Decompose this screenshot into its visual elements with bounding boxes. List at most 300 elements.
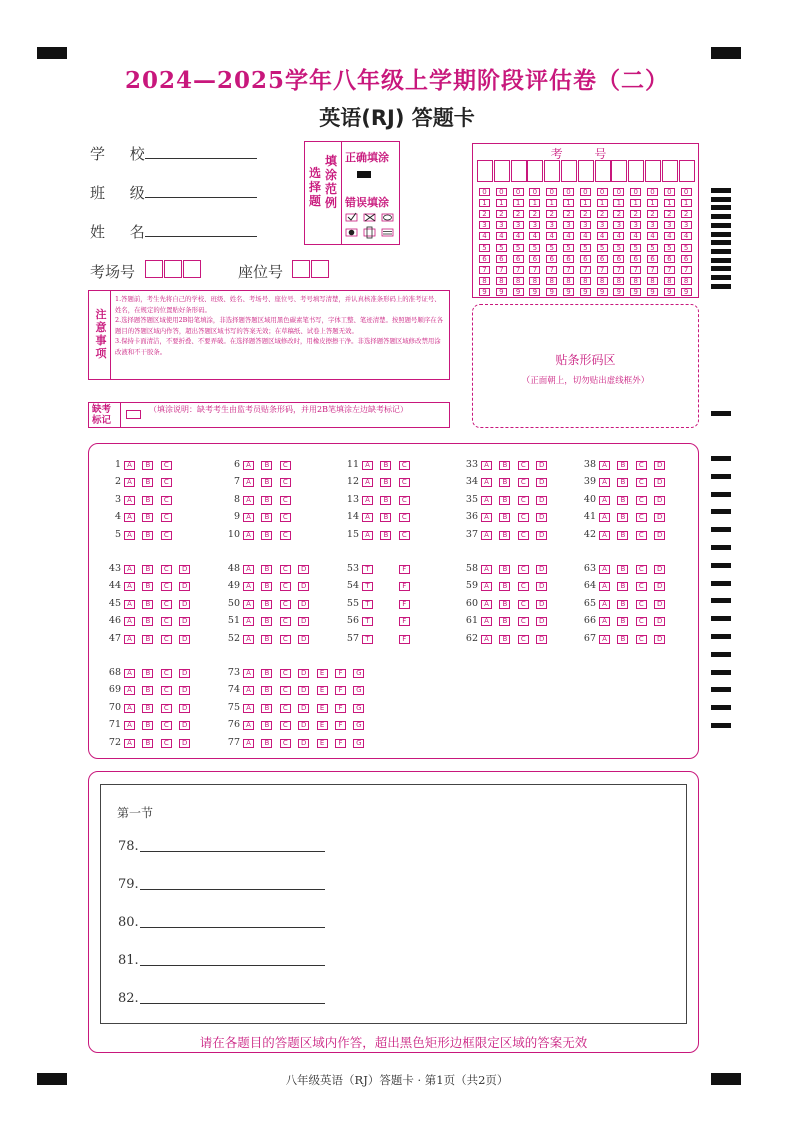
option-bubble[interactable]: D xyxy=(536,600,547,609)
option-bubble[interactable]: B xyxy=(142,496,153,505)
option-bubble[interactable]: A xyxy=(124,513,135,522)
exam-id-write-box[interactable] xyxy=(511,160,527,182)
option-bubble[interactable]: B xyxy=(261,686,272,695)
option-bubble[interactable]: D xyxy=(654,461,665,470)
exam-id-digit-bubble[interactable]: 1 xyxy=(664,199,675,207)
option-bubble[interactable]: B xyxy=(499,461,510,470)
option-bubble[interactable]: B xyxy=(261,565,272,574)
exam-id-digit-bubble[interactable]: 4 xyxy=(613,232,624,240)
exam-id-digit-bubble[interactable]: 3 xyxy=(630,221,641,229)
option-bubble[interactable]: C xyxy=(518,582,529,591)
exam-id-digit-bubble[interactable]: 0 xyxy=(597,188,608,196)
option-bubble[interactable]: C xyxy=(161,617,172,626)
option-bubble[interactable]: C xyxy=(518,600,529,609)
option-bubble[interactable]: A xyxy=(243,600,254,609)
exam-id-digit-bubble[interactable]: 2 xyxy=(513,210,524,218)
option-bubble[interactable]: E xyxy=(317,739,328,748)
option-bubble[interactable]: D xyxy=(298,600,309,609)
exam-id-digit-bubble[interactable]: 8 xyxy=(630,277,641,285)
option-bubble[interactable]: C xyxy=(161,635,172,644)
exam-id-digit-bubble[interactable]: 3 xyxy=(580,221,591,229)
option-bubble[interactable]: C xyxy=(518,513,529,522)
exam-id-digit-bubble[interactable]: 3 xyxy=(479,221,490,229)
exam-id-digit-bubble[interactable]: 2 xyxy=(630,210,641,218)
option-bubble[interactable]: C xyxy=(161,531,172,540)
exam-id-digit-bubble[interactable]: 5 xyxy=(664,244,675,252)
exam-id-digit-bubble[interactable]: 1 xyxy=(681,199,692,207)
option-bubble[interactable]: B xyxy=(261,617,272,626)
option-bubble[interactable]: A xyxy=(243,739,254,748)
option-bubble[interactable]: A xyxy=(243,582,254,591)
exam-id-digit-bubble[interactable]: 9 xyxy=(681,288,692,296)
answer-82-line[interactable] xyxy=(140,1003,325,1004)
exam-id-digit-bubble[interactable]: 6 xyxy=(513,255,524,263)
option-bubble[interactable]: T xyxy=(362,617,373,626)
option-bubble[interactable]: F xyxy=(335,686,346,695)
option-bubble[interactable]: B xyxy=(499,496,510,505)
option-bubble[interactable]: B xyxy=(142,531,153,540)
option-bubble[interactable]: B xyxy=(142,600,153,609)
option-bubble[interactable]: B xyxy=(499,478,510,487)
exam-id-digit-bubble[interactable]: 8 xyxy=(580,277,591,285)
option-bubble[interactable]: B xyxy=(617,635,628,644)
exam-id-digit-bubble[interactable]: 0 xyxy=(496,188,507,196)
option-bubble[interactable]: A xyxy=(243,669,254,678)
option-bubble[interactable]: C xyxy=(399,461,410,470)
exam-id-write-box[interactable] xyxy=(494,160,510,182)
option-bubble[interactable]: A xyxy=(362,496,373,505)
exam-id-digit-bubble[interactable]: 7 xyxy=(681,266,692,274)
option-bubble[interactable]: C xyxy=(280,635,291,644)
exam-id-write-box[interactable] xyxy=(679,160,695,182)
option-bubble[interactable]: D xyxy=(654,478,665,487)
option-bubble[interactable]: D xyxy=(536,478,547,487)
exam-id-digit-bubble[interactable]: 2 xyxy=(613,210,624,218)
option-bubble[interactable]: C xyxy=(161,565,172,574)
option-bubble[interactable]: D xyxy=(654,617,665,626)
option-bubble[interactable]: B xyxy=(142,721,153,730)
option-bubble[interactable]: C xyxy=(280,617,291,626)
option-bubble[interactable]: D xyxy=(536,635,547,644)
option-bubble[interactable]: C xyxy=(636,496,647,505)
option-bubble[interactable]: A xyxy=(243,461,254,470)
option-bubble[interactable]: A xyxy=(481,513,492,522)
option-bubble[interactable]: B xyxy=(380,461,391,470)
option-bubble[interactable]: B xyxy=(617,478,628,487)
option-bubble[interactable]: A xyxy=(124,704,135,713)
option-bubble[interactable]: B xyxy=(261,739,272,748)
exam-id-digit-bubble[interactable]: 3 xyxy=(529,221,540,229)
option-bubble[interactable]: A xyxy=(243,617,254,626)
option-bubble[interactable]: C xyxy=(280,582,291,591)
option-bubble[interactable]: C xyxy=(280,496,291,505)
option-bubble[interactable]: A xyxy=(243,635,254,644)
option-bubble[interactable]: A xyxy=(481,600,492,609)
exam-id-digit-bubble[interactable]: 1 xyxy=(513,199,524,207)
option-bubble[interactable]: C xyxy=(636,582,647,591)
exam-id-digit-bubble[interactable]: 5 xyxy=(563,244,574,252)
option-bubble[interactable]: D xyxy=(536,565,547,574)
option-bubble[interactable]: F xyxy=(399,617,410,626)
option-bubble[interactable]: D xyxy=(298,582,309,591)
exam-id-digit-bubble[interactable]: 7 xyxy=(529,266,540,274)
exam-id-digit-bubble[interactable]: 1 xyxy=(630,199,641,207)
option-bubble[interactable]: D xyxy=(654,531,665,540)
option-bubble[interactable]: E xyxy=(317,686,328,695)
option-bubble[interactable]: A xyxy=(243,686,254,695)
option-bubble[interactable]: D xyxy=(654,582,665,591)
option-bubble[interactable]: A xyxy=(124,669,135,678)
option-bubble[interactable]: C xyxy=(161,669,172,678)
exam-id-digit-bubble[interactable]: 8 xyxy=(597,277,608,285)
option-bubble[interactable]: A xyxy=(481,582,492,591)
exam-id-digit-bubble[interactable]: 8 xyxy=(513,277,524,285)
option-bubble[interactable]: B xyxy=(261,669,272,678)
option-bubble[interactable]: C xyxy=(518,565,529,574)
option-bubble[interactable]: D xyxy=(298,721,309,730)
option-bubble[interactable]: B xyxy=(142,582,153,591)
option-bubble[interactable]: D xyxy=(179,600,190,609)
option-bubble[interactable]: G xyxy=(353,704,364,713)
option-bubble[interactable]: D xyxy=(654,565,665,574)
option-bubble[interactable]: C xyxy=(636,635,647,644)
exam-id-digit-bubble[interactable]: 5 xyxy=(597,244,608,252)
option-bubble[interactable]: D xyxy=(654,513,665,522)
exam-id-digit-bubble[interactable]: 2 xyxy=(496,210,507,218)
exam-room-box-2[interactable] xyxy=(164,260,182,278)
option-bubble[interactable]: G xyxy=(353,686,364,695)
option-bubble[interactable]: D xyxy=(536,582,547,591)
exam-id-write-box[interactable] xyxy=(544,160,560,182)
exam-id-digit-bubble[interactable]: 6 xyxy=(664,255,675,263)
option-bubble[interactable]: A xyxy=(481,496,492,505)
answer-79-line[interactable] xyxy=(140,889,325,890)
exam-id-digit-bubble[interactable]: 4 xyxy=(630,232,641,240)
exam-id-digit-bubble[interactable]: 3 xyxy=(496,221,507,229)
option-bubble[interactable]: T xyxy=(362,635,373,644)
option-bubble[interactable]: C xyxy=(280,531,291,540)
exam-id-digit-bubble[interactable]: 2 xyxy=(664,210,675,218)
exam-id-digit-bubble[interactable]: 2 xyxy=(546,210,557,218)
option-bubble[interactable]: A xyxy=(243,721,254,730)
exam-id-digit-bubble[interactable]: 5 xyxy=(479,244,490,252)
exam-id-digit-bubble[interactable]: 7 xyxy=(563,266,574,274)
exam-id-digit-bubble[interactable]: 9 xyxy=(563,288,574,296)
option-bubble[interactable]: A xyxy=(124,582,135,591)
option-bubble[interactable]: E xyxy=(317,669,328,678)
exam-id-digit-bubble[interactable]: 1 xyxy=(479,199,490,207)
option-bubble[interactable]: D xyxy=(179,635,190,644)
exam-id-digit-bubble[interactable]: 1 xyxy=(647,199,658,207)
option-bubble[interactable]: C xyxy=(161,496,172,505)
option-bubble[interactable]: B xyxy=(617,496,628,505)
exam-id-digit-bubble[interactable]: 4 xyxy=(479,232,490,240)
option-bubble[interactable]: F xyxy=(399,635,410,644)
option-bubble[interactable]: C xyxy=(636,478,647,487)
exam-id-digit-bubble[interactable]: 1 xyxy=(496,199,507,207)
exam-id-digit-bubble[interactable]: 8 xyxy=(479,277,490,285)
option-bubble[interactable]: A xyxy=(599,582,610,591)
option-bubble[interactable]: B xyxy=(261,531,272,540)
option-bubble[interactable]: A xyxy=(124,531,135,540)
exam-id-write-box[interactable] xyxy=(561,160,577,182)
exam-id-digit-bubble[interactable]: 4 xyxy=(529,232,540,240)
exam-id-digit-bubble[interactable]: 0 xyxy=(513,188,524,196)
exam-id-digit-bubble[interactable]: 3 xyxy=(546,221,557,229)
option-bubble[interactable]: C xyxy=(518,617,529,626)
exam-id-digit-bubble[interactable]: 0 xyxy=(546,188,557,196)
option-bubble[interactable]: A xyxy=(599,635,610,644)
exam-id-digit-bubble[interactable]: 7 xyxy=(647,266,658,274)
option-bubble[interactable]: B xyxy=(261,496,272,505)
option-bubble[interactable]: B xyxy=(261,513,272,522)
class-field[interactable] xyxy=(145,197,257,198)
option-bubble[interactable]: A xyxy=(362,461,373,470)
exam-id-digit-bubble[interactable]: 3 xyxy=(681,221,692,229)
exam-id-digit-bubble[interactable]: 9 xyxy=(580,288,591,296)
option-bubble[interactable]: A xyxy=(481,617,492,626)
option-bubble[interactable]: G xyxy=(353,739,364,748)
option-bubble[interactable]: A xyxy=(243,531,254,540)
option-bubble[interactable]: D xyxy=(654,635,665,644)
option-bubble[interactable]: A xyxy=(243,704,254,713)
exam-id-digit-bubble[interactable]: 0 xyxy=(479,188,490,196)
option-bubble[interactable]: D xyxy=(654,600,665,609)
option-bubble[interactable]: B xyxy=(142,704,153,713)
option-bubble[interactable]: C xyxy=(280,565,291,574)
exam-id-digit-bubble[interactable]: 8 xyxy=(647,277,658,285)
exam-id-digit-bubble[interactable]: 2 xyxy=(479,210,490,218)
exam-id-digit-bubble[interactable]: 6 xyxy=(479,255,490,263)
option-bubble[interactable]: D xyxy=(298,704,309,713)
option-bubble[interactable]: B xyxy=(261,704,272,713)
option-bubble[interactable]: E xyxy=(317,704,328,713)
exam-id-digit-bubble[interactable]: 6 xyxy=(647,255,658,263)
option-bubble[interactable]: C xyxy=(161,461,172,470)
option-bubble[interactable]: D xyxy=(298,739,309,748)
exam-id-digit-bubble[interactable]: 9 xyxy=(664,288,675,296)
option-bubble[interactable]: C xyxy=(161,582,172,591)
exam-id-digit-bubble[interactable]: 6 xyxy=(580,255,591,263)
option-bubble[interactable]: E xyxy=(317,721,328,730)
exam-id-digit-bubble[interactable]: 9 xyxy=(647,288,658,296)
exam-id-digit-bubble[interactable]: 0 xyxy=(647,188,658,196)
option-bubble[interactable]: D xyxy=(536,496,547,505)
option-bubble[interactable]: C xyxy=(636,617,647,626)
exam-id-digit-bubble[interactable]: 7 xyxy=(613,266,624,274)
option-bubble[interactable]: F xyxy=(335,721,346,730)
exam-id-digit-bubble[interactable]: 6 xyxy=(630,255,641,263)
exam-id-digit-bubble[interactable]: 4 xyxy=(664,232,675,240)
exam-id-digit-bubble[interactable]: 1 xyxy=(597,199,608,207)
option-bubble[interactable]: B xyxy=(617,582,628,591)
exam-id-digit-bubble[interactable]: 2 xyxy=(529,210,540,218)
option-bubble[interactable]: B xyxy=(499,617,510,626)
exam-id-digit-bubble[interactable]: 5 xyxy=(580,244,591,252)
option-bubble[interactable]: D xyxy=(179,565,190,574)
option-bubble[interactable]: C xyxy=(280,513,291,522)
exam-id-digit-bubble[interactable]: 0 xyxy=(664,188,675,196)
option-bubble[interactable]: A xyxy=(124,600,135,609)
option-bubble[interactable]: C xyxy=(518,478,529,487)
option-bubble[interactable]: A xyxy=(124,565,135,574)
option-bubble[interactable]: B xyxy=(142,565,153,574)
exam-id-digit-bubble[interactable]: 5 xyxy=(681,244,692,252)
exam-id-digit-bubble[interactable]: 9 xyxy=(630,288,641,296)
option-bubble[interactable]: A xyxy=(481,461,492,470)
exam-id-digit-bubble[interactable]: 7 xyxy=(580,266,591,274)
exam-id-write-box[interactable] xyxy=(578,160,594,182)
exam-id-digit-bubble[interactable]: 6 xyxy=(496,255,507,263)
exam-id-digit-bubble[interactable]: 2 xyxy=(580,210,591,218)
exam-id-digit-bubble[interactable]: 9 xyxy=(513,288,524,296)
option-bubble[interactable]: B xyxy=(142,669,153,678)
exam-id-digit-bubble[interactable]: 3 xyxy=(647,221,658,229)
exam-id-digit-bubble[interactable]: 7 xyxy=(597,266,608,274)
option-bubble[interactable]: T xyxy=(362,600,373,609)
answer-80-line[interactable] xyxy=(140,927,325,928)
exam-id-digit-bubble[interactable]: 9 xyxy=(529,288,540,296)
option-bubble[interactable]: B xyxy=(142,461,153,470)
exam-id-digit-bubble[interactable]: 0 xyxy=(681,188,692,196)
exam-id-digit-bubble[interactable]: 7 xyxy=(664,266,675,274)
option-bubble[interactable]: D xyxy=(179,721,190,730)
option-bubble[interactable]: B xyxy=(499,635,510,644)
option-bubble[interactable]: A xyxy=(362,531,373,540)
option-bubble[interactable]: B xyxy=(261,461,272,470)
option-bubble[interactable]: B xyxy=(617,461,628,470)
option-bubble[interactable]: B xyxy=(499,531,510,540)
exam-id-digit-bubble[interactable]: 7 xyxy=(496,266,507,274)
option-bubble[interactable]: A xyxy=(124,686,135,695)
option-bubble[interactable]: A xyxy=(599,531,610,540)
exam-id-digit-bubble[interactable]: 2 xyxy=(597,210,608,218)
exam-id-write-box[interactable] xyxy=(662,160,678,182)
option-bubble[interactable]: A xyxy=(124,739,135,748)
name-field[interactable] xyxy=(145,236,257,237)
option-bubble[interactable]: C xyxy=(280,686,291,695)
option-bubble[interactable]: D xyxy=(298,686,309,695)
seat-box-2[interactable] xyxy=(311,260,329,278)
exam-id-digit-bubble[interactable]: 8 xyxy=(529,277,540,285)
option-bubble[interactable]: D xyxy=(536,513,547,522)
exam-id-digit-bubble[interactable]: 8 xyxy=(496,277,507,285)
exam-id-digit-bubble[interactable]: 8 xyxy=(613,277,624,285)
exam-id-digit-bubble[interactable]: 0 xyxy=(630,188,641,196)
option-bubble[interactable]: B xyxy=(142,739,153,748)
exam-id-digit-bubble[interactable]: 1 xyxy=(580,199,591,207)
option-bubble[interactable]: A xyxy=(599,461,610,470)
option-bubble[interactable]: A xyxy=(481,531,492,540)
exam-id-digit-bubble[interactable]: 4 xyxy=(597,232,608,240)
exam-id-digit-bubble[interactable]: 2 xyxy=(681,210,692,218)
option-bubble[interactable]: C xyxy=(280,721,291,730)
option-bubble[interactable]: C xyxy=(280,739,291,748)
exam-id-digit-bubble[interactable]: 8 xyxy=(546,277,557,285)
option-bubble[interactable]: D xyxy=(298,565,309,574)
seat-box-1[interactable] xyxy=(292,260,310,278)
option-bubble[interactable]: B xyxy=(142,478,153,487)
option-bubble[interactable]: B xyxy=(499,600,510,609)
option-bubble[interactable]: F xyxy=(399,565,410,574)
option-bubble[interactable]: D xyxy=(179,686,190,695)
option-bubble[interactable]: A xyxy=(243,496,254,505)
exam-id-digit-bubble[interactable]: 4 xyxy=(563,232,574,240)
exam-id-digit-bubble[interactable]: 1 xyxy=(546,199,557,207)
option-bubble[interactable]: B xyxy=(261,635,272,644)
option-bubble[interactable]: A xyxy=(599,565,610,574)
exam-id-digit-bubble[interactable]: 5 xyxy=(546,244,557,252)
option-bubble[interactable]: A xyxy=(362,478,373,487)
option-bubble[interactable]: C xyxy=(518,531,529,540)
exam-id-write-box[interactable] xyxy=(628,160,644,182)
option-bubble[interactable]: D xyxy=(179,617,190,626)
exam-id-digit-bubble[interactable]: 4 xyxy=(496,232,507,240)
exam-id-write-box[interactable] xyxy=(595,160,611,182)
option-bubble[interactable]: A xyxy=(124,617,135,626)
option-bubble[interactable]: A xyxy=(243,478,254,487)
option-bubble[interactable]: B xyxy=(261,582,272,591)
exam-id-digit-bubble[interactable]: 0 xyxy=(613,188,624,196)
option-bubble[interactable]: F xyxy=(399,600,410,609)
option-bubble[interactable]: C xyxy=(161,721,172,730)
option-bubble[interactable]: C xyxy=(518,496,529,505)
option-bubble[interactable]: B xyxy=(261,600,272,609)
exam-id-digit-bubble[interactable]: 1 xyxy=(563,199,574,207)
exam-id-digit-bubble[interactable]: 6 xyxy=(563,255,574,263)
absent-fill-box[interactable] xyxy=(126,410,141,419)
option-bubble[interactable]: D xyxy=(536,617,547,626)
option-bubble[interactable]: C xyxy=(280,478,291,487)
option-bubble[interactable]: A xyxy=(243,565,254,574)
option-bubble[interactable]: B xyxy=(261,478,272,487)
exam-id-digit-bubble[interactable]: 8 xyxy=(563,277,574,285)
exam-id-digit-bubble[interactable]: 5 xyxy=(630,244,641,252)
exam-id-digit-bubble[interactable]: 4 xyxy=(647,232,658,240)
exam-id-digit-bubble[interactable]: 5 xyxy=(513,244,524,252)
option-bubble[interactable]: A xyxy=(599,496,610,505)
exam-id-write-box[interactable] xyxy=(645,160,661,182)
option-bubble[interactable]: C xyxy=(399,513,410,522)
exam-id-digit-bubble[interactable]: 3 xyxy=(597,221,608,229)
option-bubble[interactable]: A xyxy=(124,721,135,730)
option-bubble[interactable]: B xyxy=(142,617,153,626)
option-bubble[interactable]: C xyxy=(280,600,291,609)
exam-id-write-box[interactable] xyxy=(611,160,627,182)
option-bubble[interactable]: C xyxy=(161,513,172,522)
option-bubble[interactable]: B xyxy=(499,513,510,522)
option-bubble[interactable]: D xyxy=(536,531,547,540)
option-bubble[interactable]: B xyxy=(142,686,153,695)
option-bubble[interactable]: A xyxy=(599,600,610,609)
exam-id-digit-bubble[interactable]: 7 xyxy=(546,266,557,274)
option-bubble[interactable]: F xyxy=(399,582,410,591)
exam-id-digit-bubble[interactable]: 5 xyxy=(647,244,658,252)
option-bubble[interactable]: A xyxy=(124,635,135,644)
exam-id-digit-bubble[interactable]: 0 xyxy=(563,188,574,196)
option-bubble[interactable]: C xyxy=(636,600,647,609)
exam-id-digit-bubble[interactable]: 5 xyxy=(529,244,540,252)
exam-room-box-3[interactable] xyxy=(183,260,201,278)
exam-id-digit-bubble[interactable]: 8 xyxy=(664,277,675,285)
option-bubble[interactable]: G xyxy=(353,669,364,678)
exam-id-digit-bubble[interactable]: 9 xyxy=(479,288,490,296)
exam-id-digit-bubble[interactable]: 4 xyxy=(513,232,524,240)
option-bubble[interactable]: D xyxy=(298,617,309,626)
option-bubble[interactable]: B xyxy=(617,617,628,626)
exam-id-digit-bubble[interactable]: 8 xyxy=(681,277,692,285)
option-bubble[interactable]: A xyxy=(362,513,373,522)
